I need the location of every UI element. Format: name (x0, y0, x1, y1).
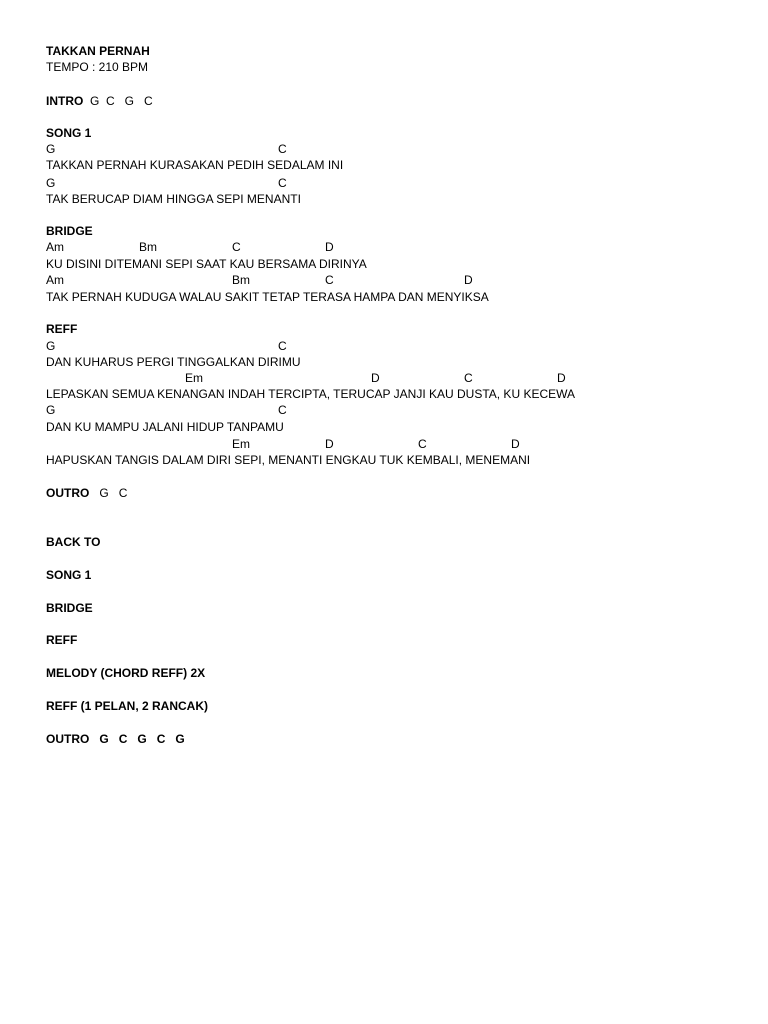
outro-label: OUTRO (46, 486, 90, 500)
chord: C (418, 437, 427, 451)
intro-chords-gap (83, 94, 90, 108)
lyric-line: DAN KUHARUS PERGI TINGGALKAN DIRIMU (46, 355, 301, 369)
chord: C (278, 142, 287, 156)
chord: C (325, 273, 334, 287)
lyric-line: TAK PERNAH KUDUGA WALAU SAKIT TETAP TERASA HAMPA DAN MENYIKSA (46, 290, 489, 304)
reff-heading: REFF (46, 322, 78, 336)
song-title: TAKKAN PERNAH (46, 44, 150, 58)
final-outro-line (46, 731, 185, 747)
lyric-line: KU DISINI DITEMANI SEPI SAAT KAU BERSAMA DIRINYA (46, 257, 367, 271)
chord: D (464, 273, 473, 287)
final-outro-label: OUTRO (46, 732, 90, 746)
chord: G (46, 142, 56, 156)
chord: Em (232, 437, 250, 451)
chord: C (278, 176, 287, 190)
final-outro-chords: G C G C G (99, 732, 185, 746)
intro-label: INTRO (46, 94, 84, 108)
chord: D (325, 437, 334, 451)
chord: Em (185, 371, 203, 385)
outro-chords-gap (89, 486, 99, 500)
chord: Am (46, 273, 64, 287)
final-outro-gap (89, 732, 99, 746)
chord: Bm (139, 240, 157, 254)
chord: G (46, 339, 56, 353)
chord: G (46, 403, 56, 417)
arrangement-item: MELODY (CHORD REFF) 2X (46, 666, 206, 680)
lyric-line: TAK BERUCAP DIAM HINGGA SEPI MENANTI (46, 192, 301, 206)
chord: C (278, 403, 287, 417)
lyric-line: LEPASKAN SEMUA KENANGAN INDAH TERCIPTA, TERUCAP JANJI KAU DUSTA, KU KECEWA (46, 387, 576, 401)
lyric-line: DAN KU MAMPU JALANI HIDUP TANPAMU (46, 420, 284, 434)
chord: D (371, 371, 380, 385)
arrangement-item: BACK TO (46, 535, 101, 549)
lyric-line: HAPUSKAN TANGIS DALAM DIRI SEPI, MENANTI ENGKAU TUK KEMBALI, MENEMANI (46, 453, 531, 467)
arrangement-item: REFF (1 PELAN, 2 RANCAK) (46, 699, 209, 713)
arrangement-item: REFF (46, 633, 78, 647)
chord: D (557, 371, 566, 385)
tempo-text: TEMPO : 210 BPM (46, 60, 149, 74)
chord: D (325, 240, 334, 254)
chord: Am (46, 240, 64, 254)
lyric-line: TAKKAN PERNAH KURASAKAN PEDIH SEDALAM INI (46, 158, 344, 172)
chord: C (278, 339, 287, 353)
chord: Bm (232, 273, 250, 287)
arrangement-item: SONG 1 (46, 568, 92, 582)
bridge-heading: BRIDGE (46, 224, 93, 238)
chord: C (464, 371, 473, 385)
chord: C (232, 240, 241, 254)
song1-heading: SONG 1 (46, 126, 92, 140)
chord: D (511, 437, 520, 451)
outro-line (46, 485, 127, 501)
chord: G (46, 176, 56, 190)
arrangement-item: BRIDGE (46, 601, 93, 615)
outro-chords: G C (99, 486, 128, 500)
intro-line (46, 93, 153, 109)
intro-chords: G C G C (90, 94, 153, 108)
